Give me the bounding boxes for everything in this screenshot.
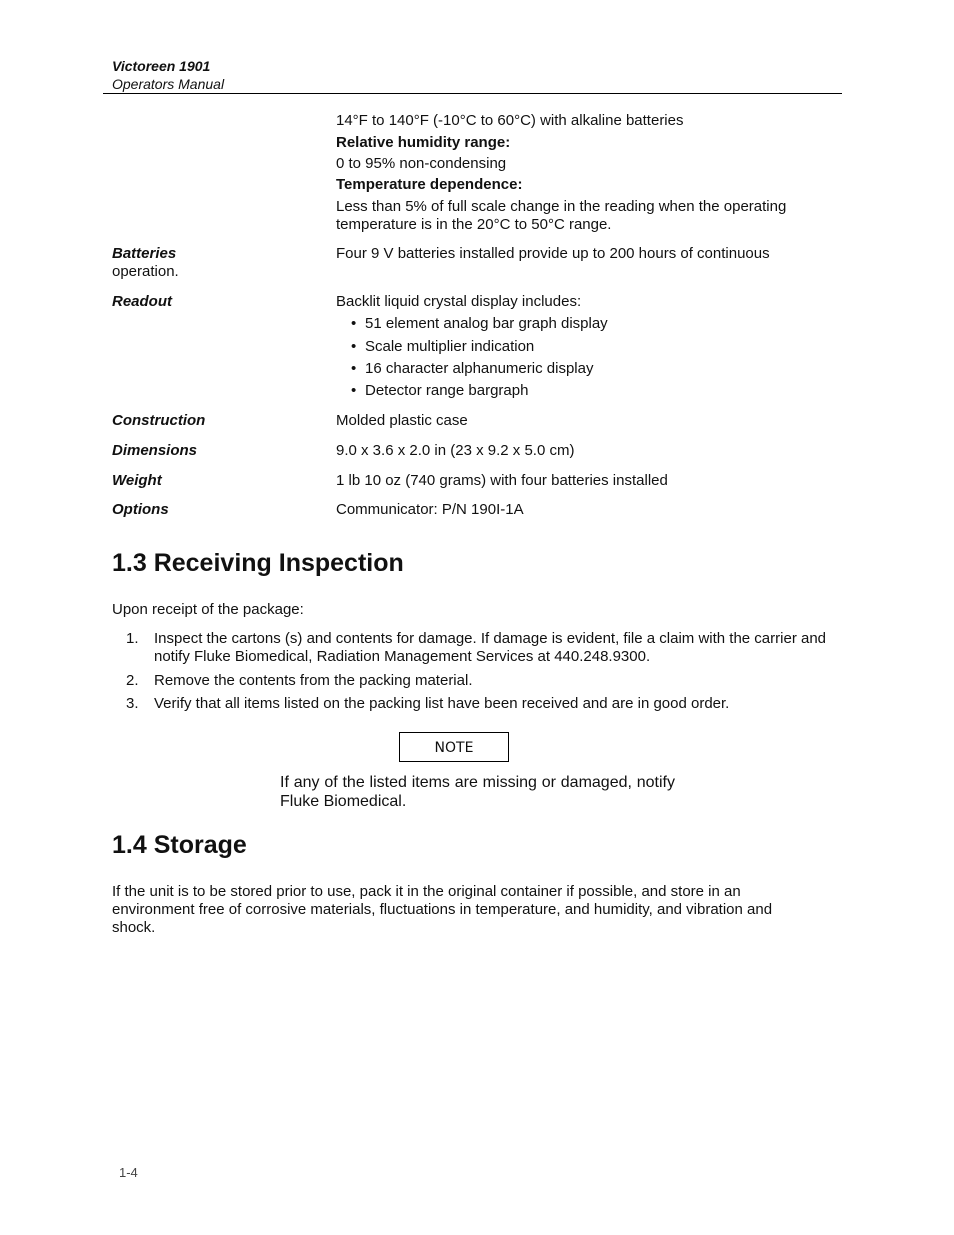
step-text: Verify that all items listed on the packing list have been received and are in good order. — [154, 695, 730, 712]
tempdep-line2: temperature is in the 20°C to 50°C range. — [336, 216, 612, 233]
page-number: 1-4 — [119, 1165, 138, 1180]
step-number: 3. — [126, 695, 139, 712]
readout-label: Readout — [112, 293, 172, 310]
humidity-value: 0 to 95% non-condensing — [336, 155, 507, 172]
batteries-label: Batteries — [112, 245, 177, 262]
weight-label: Weight — [112, 472, 162, 489]
storage-text: If the unit is to be stored prior to use, pack it in the original container if possible, and store in an environment free of corrosive materials, fluctuations in temperature, and humidity, and vibration and shock. — [112, 883, 773, 936]
header-title: Victoreen 1901 — [112, 58, 211, 74]
header-subtitle: Operators Manual — [112, 76, 225, 92]
batteries-value: Four 9 V batteries installed provide up to 200 hours of continuous — [336, 245, 770, 262]
weight-value: 1 lb 10 oz (740 grams) with four batteries installed — [336, 472, 668, 489]
batteries-value-cont: operation. — [112, 263, 179, 280]
storage-heading: 1.4 Storage — [112, 831, 247, 859]
readout-bullet-item: • Scale multiplier indication — [351, 338, 534, 356]
dimensions-value: 9.0 x 3.6 x 2.0 in (23 x 9.2 x 5.0 cm) — [336, 442, 575, 459]
dimensions-label: Dimensions — [112, 442, 198, 459]
temp-range-text: 14°F to 140°F (-10°C to 60°C) with alkaline batteries — [336, 112, 684, 129]
humidity-label: Relative humidity range: — [336, 134, 511, 151]
readout-bullet-item: • 16 character alphanumeric display — [351, 360, 593, 378]
receiving-intro: Upon receipt of the package: — [112, 601, 304, 618]
note-text: If any of the listed items are missing or damaged, notify Fluke Biomedical. — [280, 774, 675, 810]
header-rule — [103, 93, 842, 94]
receiving-heading: 1.3 Receiving Inspection — [112, 549, 404, 577]
readout-bullet-item: • 51 element analog bar graph display — [351, 315, 608, 333]
construction-value: Molded plastic case — [336, 412, 468, 429]
step-text: Inspect the cartons (s) and contents for damage. If damage is evident, file a claim with the carrier and notify Fluke Biomedical, Radiation Management Services at 440.248.9300. — [154, 630, 827, 665]
step-number: 1. — [126, 630, 139, 647]
note-box: NOTE — [399, 732, 509, 762]
construction-label: Construction — [112, 412, 206, 429]
step-number: 2. — [126, 672, 139, 689]
options-value: Communicator: P/N 190I-1A — [336, 501, 524, 518]
page-header — [112, 57, 224, 93]
tempdep-line1: Less than 5% of full scale change in the reading when the operating — [336, 198, 787, 215]
tempdep-label: Temperature dependence: — [336, 176, 523, 193]
options-label: Options — [112, 501, 169, 518]
readout-value: Backlit liquid crystal display includes: — [336, 293, 582, 310]
step-text: Remove the contents from the packing material. — [154, 672, 473, 689]
readout-bullet-item: • Detector range bargraph — [351, 382, 528, 400]
